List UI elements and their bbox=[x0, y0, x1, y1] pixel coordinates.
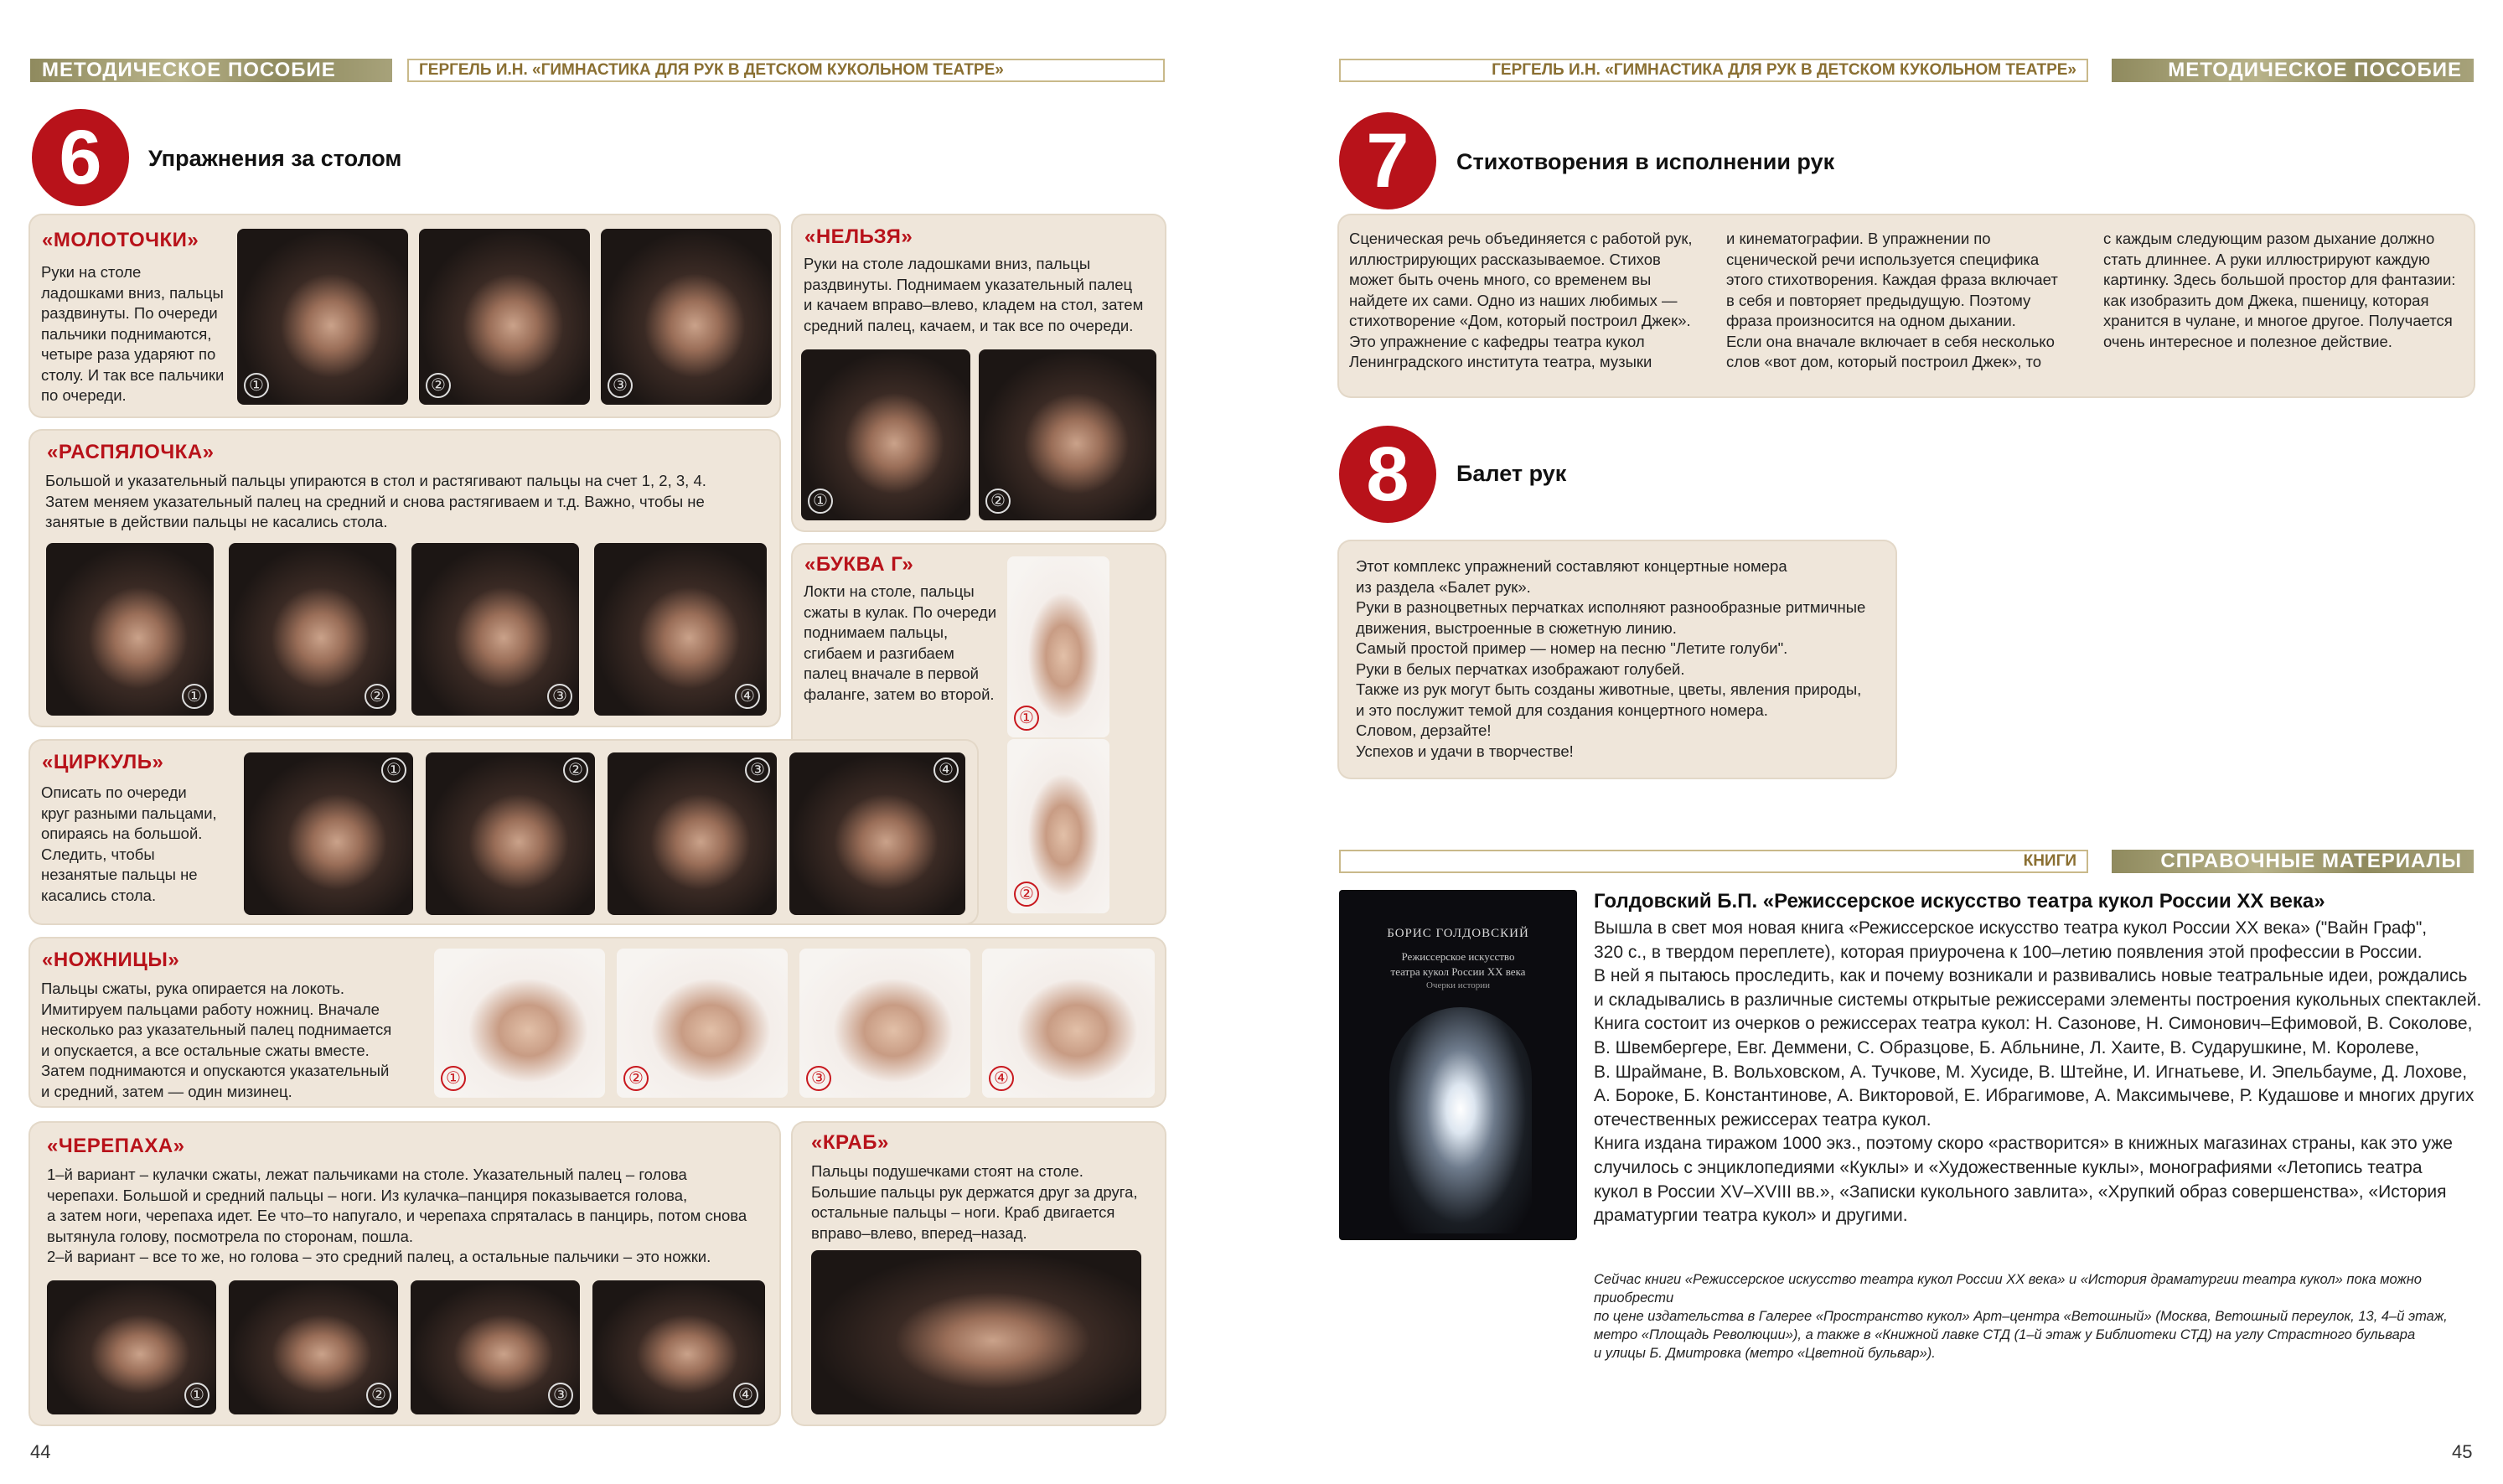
book-cover-line3: Очерки истории bbox=[1425, 980, 1491, 990]
photo-step-number: ① bbox=[381, 758, 406, 783]
exercise-photo bbox=[434, 949, 605, 1098]
exercise-text: Пальцы сжаты, рука опирается на локоть. Имитируем пальцами работу ножниц. Вначале несколько раз указательный палец поднимается и опускается, а все остальные сжаты вместе. Затем поднимаются и опускаются указательный и средний, затем — один мизинец. bbox=[41, 980, 392, 1100]
photo-step-number: ① bbox=[808, 489, 833, 514]
exercise-photo bbox=[1007, 556, 1109, 737]
photo-step-number: ③ bbox=[745, 758, 770, 783]
exercise-photo bbox=[419, 229, 590, 405]
exercise-raspyalochka bbox=[30, 431, 779, 726]
verse-column-2: и кинематографии. В упражнении по сценической речи используется специфика этого стихотворения. Каждая фраза включает в себя и повторяет предыдущую. Поэтому фраза произносится на одном дыхании. Если она вначале включает в себя несколько слов «вот дом, который построил Джек», то bbox=[1726, 230, 2058, 370]
header-title-left: ГЕРГЕЛЬ И.Н. «ГИМНАСТИКА ДЛЯ РУК В ДЕТСКОМ КУКОЛЬНОМ ТЕАТРЕ» bbox=[407, 59, 1165, 82]
exercise-title: «БУКВА Г» bbox=[804, 553, 914, 576]
header-tag-right: МЕТОДИЧЕСКОЕ ПОСОБИЕ bbox=[2112, 59, 2474, 82]
photo-step-number: ④ bbox=[733, 1383, 758, 1408]
book-cover-line1: Режиссерское искусство bbox=[1401, 950, 1515, 963]
photo-step-number: ② bbox=[623, 1066, 649, 1091]
exercise-text: Руки на столе ладошками вниз, пальцы раздвинуты. Поднимаем указательный палец и качаем вправо–влево, кладем на стол, затем средний палец, качаем, и так все по очереди. bbox=[804, 255, 1144, 334]
photo-step-number: ④ bbox=[735, 684, 760, 709]
photo-step-number: ① bbox=[184, 1383, 209, 1408]
exercise-photo bbox=[979, 349, 1156, 520]
exercise-text: Пальцы подушечками стоят на столе. Большие пальцы рук держатся друг за друга, остальные пальцы – ноги. Краб двигается вправо–влево, вперед–назад. bbox=[811, 1162, 1138, 1242]
ballet-box bbox=[1339, 541, 1895, 778]
exercise-photo bbox=[244, 752, 413, 915]
exercise-title: «КРАБ» bbox=[811, 1131, 889, 1154]
photo-step-number: ② bbox=[563, 758, 588, 783]
photo-step-number: ③ bbox=[547, 684, 572, 709]
section-8-title: Балет рук bbox=[1456, 461, 1567, 486]
photo-step-number: ② bbox=[365, 684, 390, 709]
exercise-text: Большой и указательный пальцы упираются в стол и растягивают пальцы на счет 1, 2, 3, 4. Затем меняем указательный палец на средний и снова растягиваем и т.д. Важно, чтобы не занятые в действии пальцы не касались стола. bbox=[45, 472, 706, 530]
section-8-number: 8 bbox=[1339, 426, 1436, 523]
exercise-nelzya bbox=[793, 215, 1165, 530]
exercise-photo bbox=[47, 1280, 216, 1414]
exercise-photo bbox=[229, 1280, 398, 1414]
exercise-photo bbox=[411, 1280, 580, 1414]
photo-step-number: ② bbox=[1014, 882, 1039, 907]
photo-step-number: ③ bbox=[806, 1066, 831, 1091]
exercise-photo bbox=[799, 949, 970, 1098]
exercise-title: «НОЖНИЦЫ» bbox=[42, 949, 180, 971]
book-cover-author: БОРИС ГОЛДОВСКИЙ bbox=[1387, 927, 1529, 940]
exercise-molotochki bbox=[30, 215, 779, 416]
exercise-title: «НЕЛЬЗЯ» bbox=[804, 225, 913, 248]
books-header-tag: СПРАВОЧНЫЕ МАТЕРИАЛЫ bbox=[2112, 850, 2474, 873]
book-cover-line2: театра кукол России XX века bbox=[1390, 965, 1526, 978]
exercise-photo bbox=[237, 229, 408, 405]
section-7-title: Стихотворения в исполнении рук bbox=[1456, 149, 1835, 174]
exercise-text: Локти на столе, пальцы сжаты в кулак. По очереди поднимаем пальцы, сгибаем и разгибаем палец вначале в первой фаланге, затем во второй. bbox=[804, 582, 997, 703]
photo-step-number: ③ bbox=[548, 1383, 573, 1408]
verse-column-3: с каждым следующим разом дыхание должно стать длиннее. А руки иллюстрируют каждую картинку. Здесь большой простор для фантазии: как изобразить дом Джека, пшеницу, которая хранится в чулане, и многое другое. Получается очень интересное и полезное действие. bbox=[2103, 230, 2456, 350]
photo-step-number: ② bbox=[366, 1383, 391, 1408]
photo-step-number: ④ bbox=[989, 1066, 1014, 1091]
exercise-title: «ЦИРКУЛЬ» bbox=[42, 751, 164, 773]
book-note: Сейчас книги «Режиссерское искусство театра кукол России XX века» и «История драматургии театра кукол» пока можно приобрести по цене издательства в Галерее «Пространство кукол» Арт–центра «Ветошный» (Москва, Ветошный переулок, 13, 4–й этаж, метро «Площадь Революции»), а также в «Книжной лавке СТД (1–й этаж у Библиотеки СТД) на углу Страстного бульвара и улицы Б. Дмитровка (метро «Цветной бульвар»). bbox=[1594, 1272, 2448, 1361]
exercise-cherepakha bbox=[30, 1123, 779, 1425]
exercise-photo bbox=[426, 752, 595, 915]
book-cover bbox=[1339, 890, 1577, 1240]
exercise-photo bbox=[594, 543, 767, 716]
exercise-photo bbox=[617, 949, 788, 1098]
exercise-nozhnitsy bbox=[30, 938, 1165, 1106]
exercise-photo bbox=[592, 1280, 765, 1414]
exercise-photo bbox=[601, 229, 772, 405]
photo-step-number: ④ bbox=[933, 758, 959, 783]
exercise-photo bbox=[811, 1250, 1141, 1414]
exercise-photo bbox=[229, 543, 396, 716]
exercise-text: Описать по очереди круг разными пальцами, опираясь на большой. Следить, чтобы незанятые пальцы не касались стола. bbox=[41, 783, 217, 904]
photo-step-number: ② bbox=[985, 489, 1011, 514]
exercise-photo bbox=[608, 752, 777, 915]
photo-step-number: ① bbox=[244, 373, 269, 398]
photo-step-number: ① bbox=[1014, 706, 1039, 731]
photo-step-number: ① bbox=[441, 1066, 466, 1091]
exercise-photo bbox=[982, 949, 1155, 1098]
exercise-photo bbox=[801, 349, 970, 520]
page-number-left: 44 bbox=[30, 1441, 51, 1462]
exercise-title: «МОЛОТОЧКИ» bbox=[42, 229, 199, 251]
exercise-tsirkul bbox=[30, 741, 977, 923]
book-description: Вышла в свет моя новая книга «Режиссерское искусство театра кукол России XX века» ("Вайн Граф", 320 с., в твердом переплете), которая приурочена к 100–летию появления этой профессии в России. В ней я пытаюсь проследить, как и почему возникали и развивались новые театральные идеи, рождались и складывались в различные системы открытые режиссерами элементы построения кукольных спектаклей. Книга состоит из очерков о режиссерах театра кукол: Н. Сазонове, Н. Симонович–Ефимовой, В. Соколове, В. Швембергере, Евг. Деммени, С. Образцове, Б. Абльнине, Л. Хаите, В. Сударушкине, М. Королеве, В. Шраймане, В. Вольховском, А. Тучкове, М. Хусиде, В. Штейне, И. Игнатьеве, И. Эпельбауме, Д. Лохове, А. Бороке, Б. Константинове, А. Викторовой, Е. Ибрагимове, А. Максимычеве, Р. Кудашове и многих других отечественных режиссерах театра кукол. Книга издана тиражом 1000 экз., поэтому скоро «растворится» в книжных магазинах страны, как это уже случилось с энциклопедиями «Куклы» и «Художественные куклы», монографиями «Летопись театра кукол в России XV–XVIII вв.», «Записки кукольного завлита», «Хрупкий образ совершенства», «История драматургии театра кукол» и другими. bbox=[1594, 918, 2482, 1226]
section-7-number: 7 bbox=[1339, 112, 1436, 209]
page-number-right: 45 bbox=[2452, 1441, 2473, 1462]
puppet-illustration bbox=[1389, 1007, 1532, 1233]
exercise-photo bbox=[411, 543, 579, 716]
photo-step-number: ① bbox=[182, 684, 207, 709]
exercise-photo bbox=[789, 752, 965, 915]
exercise-text: 1–й вариант – кулачки сжаты, лежат пальчиками на столе. Указательный палец – голова черепахи. Большой и средний пальцы – ноги. Из кулачка–панциря показывается голова, а затем ноги, черепаха идет. Ее что–то напугало, и черепаха спряталась в панцирь, потом снова вытянула голову, посмотрела по сторонам, пошла. 2–й вариант – все то же, но голова – это средний палец, а остальные пальчики – это ножки. bbox=[47, 1166, 747, 1265]
exercise-krab bbox=[793, 1123, 1165, 1425]
header-title-right: ГЕРГЕЛЬ И.Н. «ГИМНАСТИКА ДЛЯ РУК В ДЕТСКОМ КУКОЛЬНОМ ТЕАТРЕ» bbox=[1339, 59, 2088, 82]
verse-box bbox=[1339, 215, 2474, 396]
book-title: Голдовский Б.П. «Режиссерское искусство театра кукол России XX века» bbox=[1594, 890, 2325, 913]
exercise-text: Руки на столе ладошками вниз, пальцы раздвинуты. По очереди пальчики поднимаются, четыре раза ударяют по столу. И так все пальчики по очереди. bbox=[41, 263, 225, 404]
exercise-title: «ЧЕРЕПАХА» bbox=[47, 1135, 185, 1157]
photo-step-number: ③ bbox=[608, 373, 633, 398]
exercise-photo bbox=[1007, 739, 1109, 913]
exercise-photo bbox=[46, 543, 214, 716]
books-header-label: КНИГИ bbox=[1339, 850, 2088, 873]
photo-step-number: ② bbox=[426, 373, 451, 398]
header-tag-left: МЕТОДИЧЕСКОЕ ПОСОБИЕ bbox=[30, 59, 392, 82]
section-6-number: 6 bbox=[32, 109, 129, 206]
exercise-title: «РАСПЯЛОЧКА» bbox=[47, 441, 215, 463]
verse-column-1: Сценическая речь объединяется с работой рук, иллюстрирующих рассказываемое. Стихов может быть очень много, со временем вы найдете их сами. Одно из наших любимых — стихотворение «Дом, который построил Джек». Это упражнение с кафедры театра кукол Ленинградского института театра, музыки bbox=[1349, 230, 1693, 370]
ballet-text: Этот комплекс упражнений составляют концертные номера из раздела «Балет рук». Руки в разноцветных перчатках исполняют разнообразные ритмичные движения, выстроенные в сюжетную линию. Самый простой пример — номер на песню "Летите голуби". Руки в белых перчатках изображают голубей. Также из рук могут быть созданы животные, цветы, явления природы, и это послужит темой для создания концертного номера. Словом, дерзайте! Успехов и удачи в творчестве! bbox=[1356, 557, 1866, 760]
section-6-title: Упражнения за столом bbox=[148, 146, 402, 171]
